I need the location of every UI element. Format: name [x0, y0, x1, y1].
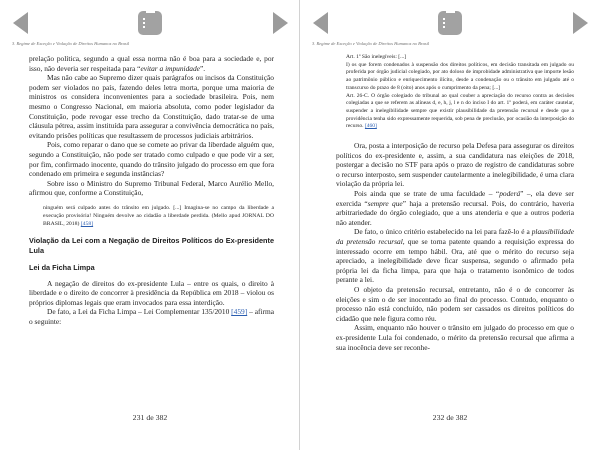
- contents-menu-button[interactable]: [435, 8, 465, 38]
- law-quote: Art. 1º São inelegíveis: [...] I) os que forem condenados à suspensão dos direitos políticos, em decisão transitada em julgado ou proferida por órgão judicial colegiado, por ato doloso de improbidade administrativa que importe lesão ao patrimônio público e enriquecimento ilícito, desde a condenação ou o trânsito em julgado até o transcurso do prazo de 8 (oito) anos após o cumprimento da pena; [...] Art. 26-C. O órgão colegiado do tribunal ao qual couber a apreciação do recurso contra as decisões colegiadas a que se referem as alíneas d, e, h, j, l e n do inciso I do art. 1º poderá, em caráter cautelar, suspender a inelegibilidade sempre que existir plausibilidade da pretensão recursal e desde que a providência tenha sido expressamente requerida, sob pena de preclusão, por ocasião da interposição do recurso. [460]: [346, 54, 574, 130]
- paragraph: Sobre isso o Ministro do Supremo Tribunal Federal, Marco Aurélio Mello, afirmou que, conforme a Constituição,: [29, 178, 274, 198]
- arrow-right-icon: [573, 12, 588, 34]
- prev-page-button[interactable]: [8, 8, 32, 38]
- paragraph: Pois, como reparar o dano que se comete ao privar da liberdade alguém que, segundo a Constituição, não pode ser tratado como culpado e que pode vir a ser, por fim, confirmado inocente, quando do trânsito julgado do processo em que fora condenado em primeira e segunda instâncias?: [29, 140, 274, 179]
- arrow-left-icon: [313, 12, 328, 34]
- running-head: 3. Regime de Exceção e Violação de Direitos Humanos no Brasil: [312, 41, 430, 46]
- footnote-link[interactable]: [460]: [364, 123, 377, 130]
- prev-page-button[interactable]: [308, 8, 332, 38]
- paragraph: Mas não cabe ao Supremo dizer quais parágrafos ou incisos da Constituição podem ser violados no país, fazendo deles letra morta, porque uma maioria de ministros os considera inconvenientes para a sociedade brasileira. Pois, nem mesmo o Congresso Nacional, em maioria absoluta, como poder legislador da Constituição, pode revogar esse trecho da Constituição, dado tratar-se de uma cláusula pétrea, assim instituída para assegurar a convivência democrática no país, evitando prisões políticas que resultassem de processos judiciais arbitrários.: [29, 73, 274, 140]
- page-text: [29, 54, 274, 327]
- list-menu-icon: [138, 11, 162, 35]
- arrow-left-icon: [13, 12, 28, 34]
- subsection-heading: Lei da Ficha Limpa: [29, 263, 95, 273]
- arrow-right-icon: [273, 12, 288, 34]
- paragraph: prelação política, segundo a qual essa norma não é boa para a sociedade e, por isso, não deveria ser respeitada para “evitar a impunidade”.: [29, 54, 274, 73]
- paragraph: A negação de direitos do ex-presidente Lula – entre os quais, o direito à liberdade e o direito de concorrer à presidência da República em 2018 – violou os próprios diplomas legais que eram invocados para essa interdição.: [29, 278, 274, 307]
- next-page-button[interactable]: [268, 8, 292, 38]
- paragraph: O objeto da pretensão recursal, entretanto, não é o de concorrer às eleições e sim o de ser inocentado ao final do processo. Contudo, enquanto o processo não está concluído, não podem ser cassados os direitos políticos do cidadão que nele figura como réu.: [336, 284, 574, 323]
- paragraph: Ora, posta a interposição de recurso pela Defesa para assegurar os direitos políticos do ex-presidente e, assim, a sua candidatura nas eleições de 2018, postergar a decisão no STF para após o prazo de registro de candidaturas sobre o recurso interposto, sem suspender cautelarmente a inelegibilidade, é uma clara violação da própria lei.: [336, 141, 574, 189]
- paragraph: Assim, enquanto não houver o trânsito em julgado do processo em que o ex-presidente Lula foi condenado, o mérito da pretensão recursal que afirma a sua inocência deve ser reconhe-: [336, 323, 574, 352]
- right-page-nav: [300, 8, 600, 38]
- running-head: 3. Regime de Exceção e Violação de Direitos Humanos no Brasil: [12, 41, 130, 46]
- page-text: [336, 54, 574, 352]
- footnote-link[interactable]: [459]: [231, 307, 248, 317]
- page-number: 231 de 382: [132, 413, 168, 422]
- paragraph: De fato, a Lei da Ficha Limpa – Lei Complementar 135/2010 [459] – afirma o seguinte:: [29, 307, 274, 327]
- section-heading: Violação da Lei com a Negação de Direitos Políticos do Ex-presidente Lula: [29, 235, 274, 255]
- left-page-nav: [0, 8, 300, 38]
- page-number: 232 de 382: [432, 413, 468, 422]
- paragraph: Pois ainda que se trate de uma faculdade – “poderá” –, ela deve ser exercida “sempre que” haja a pretensão recursal. Pois, do contrário, haveria arbitrariedade do órgão colegiado, que a uns atenderia e que a outros poderia não atender.: [336, 189, 575, 227]
- block-quote: ninguém será culpado antes do trânsito em julgado. [...] Imagina-se no campo da liberdade a execução provisória! Ninguém devolve ao cidadão a liberdade perdida. (Mello apud JORNAL DO BRASIL, 2018) [458]: [43, 204, 274, 227]
- right-page: [300, 0, 600, 450]
- next-page-button[interactable]: [568, 8, 592, 38]
- footnote-link[interactable]: [458]: [80, 220, 94, 227]
- contents-menu-button[interactable]: [135, 8, 165, 38]
- list-menu-icon: [438, 11, 462, 35]
- paragraph: De fato, o único critério estabelecido na lei para fazê-lo é a plausibilidade da pretensão recursal, que se torna patente quando a requisição expressa do interessado ocorre em tempo hábil. Ora, até que o mérito do recurso seja apreciado, a inelegibilidade deve ficar suspensa, segundo o afirmado pela própria lei da ficha limpa, para que haja o tratamento isonômico de todos perante a lei.: [336, 227, 574, 285]
